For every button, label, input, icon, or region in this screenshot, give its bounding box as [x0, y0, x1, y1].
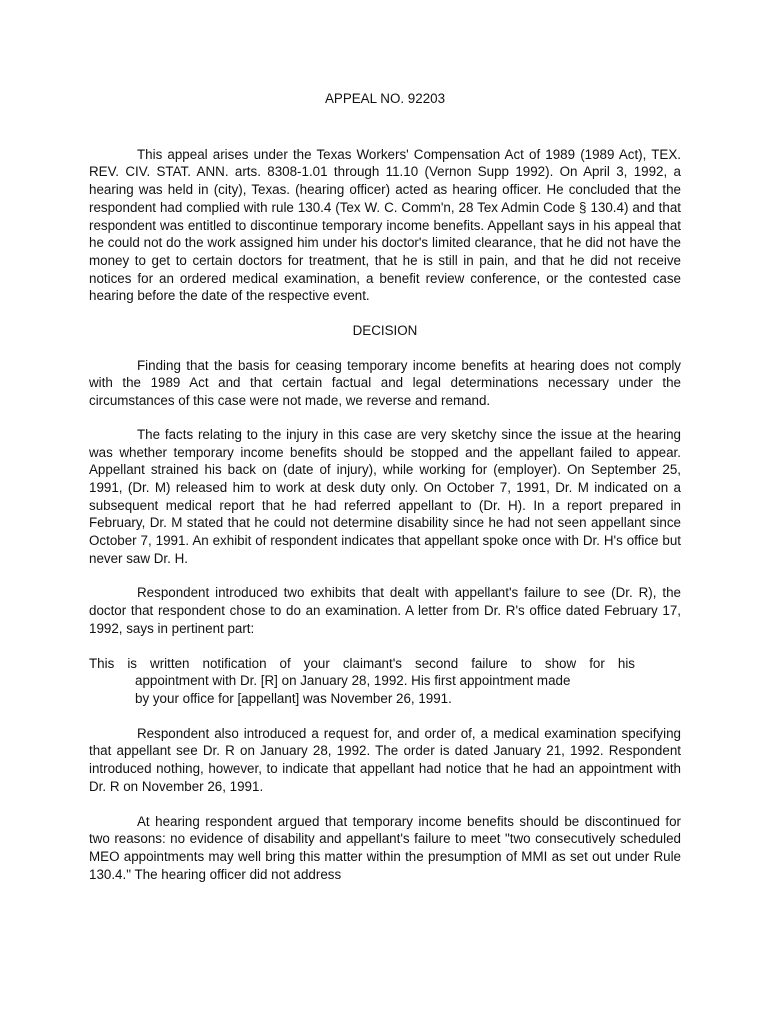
quote-line-1: This is written notification of your claimant's second failure to show for his: [89, 655, 635, 671]
document-page: [89, 90, 681, 883]
argument-paragraph: At hearing respondent argued that temporary income benefits should be discontinued for two reasons: no evidence of disability and appellant's failure to meet "two consecutively scheduled MEO appointments may well bring this matter within the presumption of MMI as set out under Rule 130.4." The hearing officer did not address: [89, 813, 681, 882]
page-title: APPEAL NO. 92203: [324, 91, 446, 106]
quote-line-3: by your office for [appellant] was November 26, 1991.: [135, 690, 452, 706]
facts-paragraph: The facts relating to the injury in this case are very sketchy since the issue at the hearing was whether temporary income benefits should be stopped and the appellant failed to appear. Appellant strained his back on (date of injury), while working for (employer). On September 25, 1991, (Dr. M) released him to work at desk duty only. On October 7, 1991, Dr. M indicated on a subsequent medical report that he had referred appellant to (Dr. H). In a report prepared in February, Dr. M stated that he could not determine disability since he had not seen appellant since October 7, 1991. An exhibit of respondent indicates that appellant spoke once with Dr. H's office but never saw Dr. H.: [89, 426, 681, 566]
decision-heading: DECISION: [352, 323, 418, 339]
intro-paragraph: This appeal arises under the Texas Workers' Compensation Act of 1989 (1989 Act), TEX. REV. CIV. STAT. ANN. arts. 8308-1.01 through 11.10 (Vernon Supp 1992). On April 3, 1992, a hearing was held in (city), Texas. (hearing officer) acted as hearing officer. He concluded that the respondent had complied with rule 130.4 (Tex W. C. Comm'n, 28 Tex Admin Code § 130.4) and that respondent was entitled to discontinue temporary income benefits. Appellant says in his appeal that he could not do the work assigned him under his doctor's limited clearance, that he did not have the money to get to certain doctors for treatment, that he is still in pain, and that he did not receive notices for an ordered medical examination, a benefit review conference, or the contested case hearing before the date of the respective event.: [89, 146, 681, 304]
exhibits-paragraph: Respondent introduced two exhibits that dealt with appellant's failure to see (Dr. R), the doctor that respondent chose to do an examination. A letter from Dr. R's office dated February 17, 1992, says in pertinent part:: [89, 585, 681, 636]
block-quote: [89, 655, 681, 708]
quote-line-2: appointment with Dr. [R] on January 28, 1992. His first appointment made: [135, 673, 571, 689]
request-paragraph: Respondent also introduced a request for, and order of, a medical examination specifying that appellant see Dr. R on January 28, 1992. The order is dated January 21, 1992. Respondent introduced nothing, however, to indicate that appellant had notice that he had an appointment with Dr. R on November 26, 1991.: [89, 725, 681, 794]
decision-paragraph: Finding that the basis for ceasing temporary income benefits at hearing does not comply with the 1989 Act and that certain factual and legal determinations necessary under the circumstances of this case were not made, we reverse and remand.: [89, 357, 681, 409]
